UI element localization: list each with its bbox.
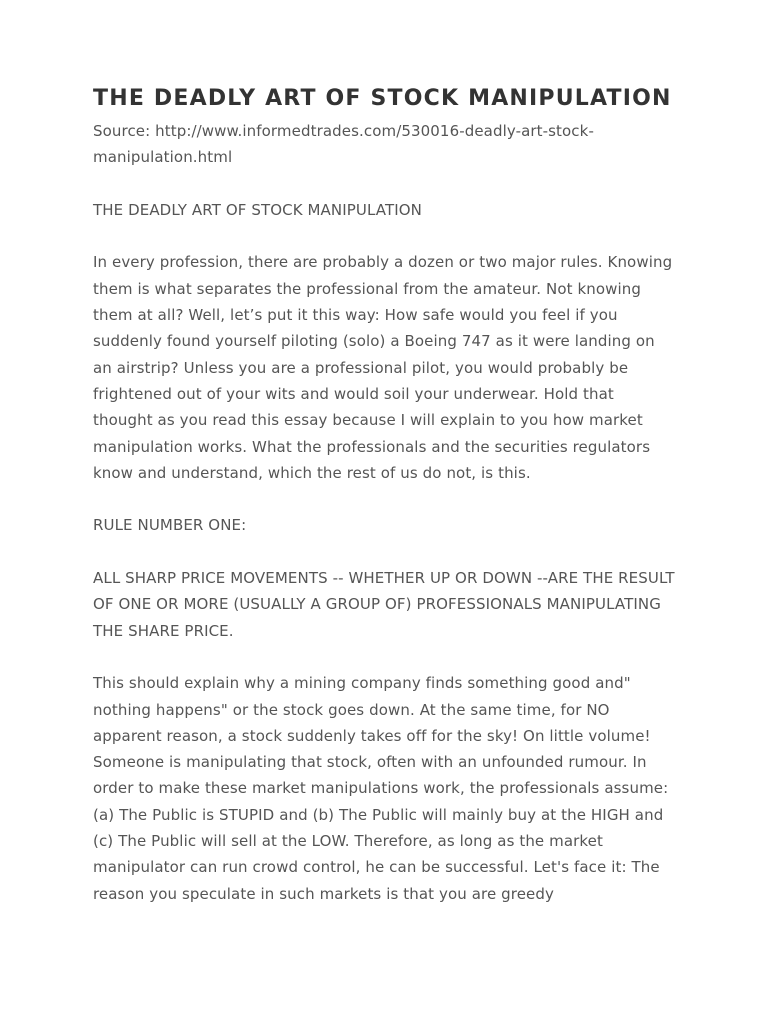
source-line: Source: http://www.informedtrades.com/530016-deadly-art-stock-manipulation.html xyxy=(93,122,594,167)
explanation-paragraph: This should explain why a mining company finds something good and" nothing happens" or the stock goes down. At the same time, for NO apparent reason, a stock suddenly takes off for the sky! On little volume! Someone is manipulating that stock, often with an unfounded rumour. In order to make these market manipulations work, the professionals assume: (a) The Public is STUPID and (b) The Public will mainly buy at the HIGH and (c) The Public will sell at the LOW. Therefore, as long as the market manipulator can run crowd control, he can be successful. Let's face it: The reason you speculate in such markets is that you are greedy xyxy=(93,674,669,903)
rule-heading: RULE NUMBER ONE: xyxy=(93,516,247,535)
intro-paragraph: In every profession, there are probably a dozen or two major rules. Knowing them is what separates the professional from the amateur. Not knowing them at all? Well, let’s put it this way: How safe would you feel if you suddenly found yourself piloting (solo) a Boeing 747 as it were landing on an airstrip? Unless you are a professional pilot, you would probably be frightened out of your wits and would soil your underwear. Hold that thought as you read this essay because I will explain to you how market manipulation works. What the professionals and the securities regulators know and understand, which the rest of us do not, is this. xyxy=(93,253,673,482)
article-heading: THE DEADLY ART OF STOCK MANIPULATION xyxy=(93,200,423,219)
rule-statement: ALL SHARP PRICE MOVEMENTS -- WHETHER UP OR DOWN --ARE THE RESULT OF ONE OR MORE (USUALLY A GROUP OF) PROFESSIONALS MANIPULATING THE SHARE PRICE. xyxy=(93,569,675,640)
document-title: THE DEADLY ART OF STOCK MANIPULATION xyxy=(93,86,672,111)
document-page xyxy=(93,86,678,907)
